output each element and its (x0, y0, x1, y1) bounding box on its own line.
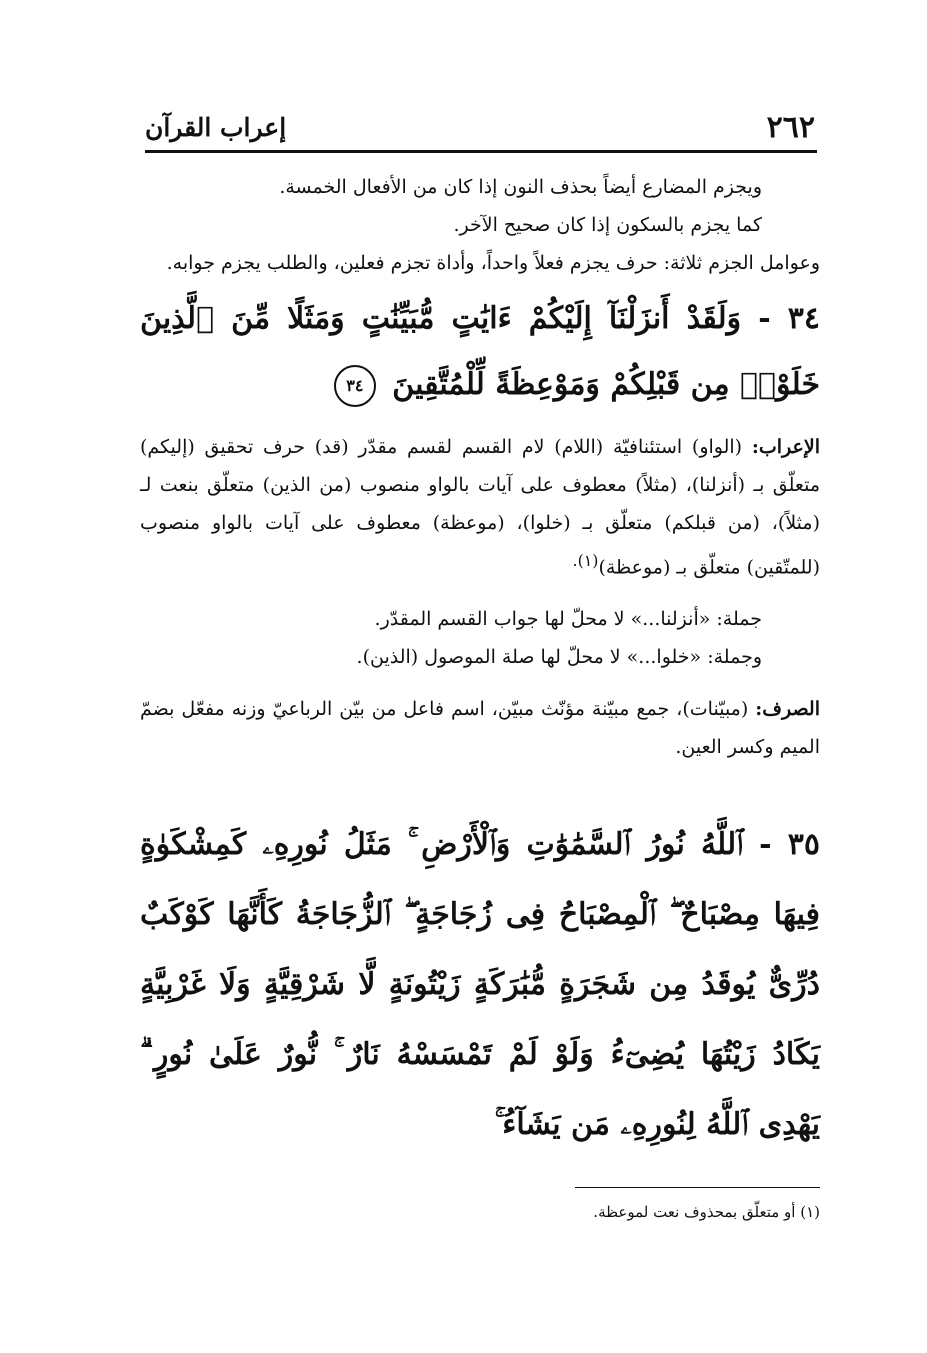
sarf-text: (مبيّنات)، جمع مبيّنة مؤنّث مبيّن، اسم فاعل من بيّن الرباعيّ وزنه مفعّل بضمّ الميم وكسر العين. (140, 698, 820, 759)
irab-text: (الواو) استئنافيّة (اللام) لام القسم لقسم مقدّر (قد) حرف تحقيق (إليكم) متعلّق بـ (أنزلنا)، (مثلاً) معطوف على آيات بالواو منصوب (من الذين) متعلّق بنعت لـ (مثلاً)، (من قبلكم) متعلّق بـ (خلوا)، (موعظة) معطوف على آيات بالواو منصوب (للمتّقين) متعلّق بـ (موعظة) (140, 436, 820, 579)
page-number: ٢٦٢ (766, 110, 815, 145)
verse-number: ٣٤ - (758, 301, 820, 336)
header-rule (145, 150, 817, 153)
intro-line-3: وعوامل الجزم ثلاثة: حرف يجزم فعلاً واحداً، وأداة تجزم فعلين، والطلب يجزم جوابه. (166, 252, 820, 274)
verse-34 (140, 286, 820, 418)
sarf-label: الصرف: (755, 698, 820, 721)
intro-line-2: كما يجزم بالسكون إذا كان صحيح الآخر. (453, 214, 762, 236)
verse-end-symbol: ٣٤ (334, 365, 376, 407)
footnote: (١) أو متعلّق بمحذوف نعت لموعظة. (593, 1203, 820, 1221)
verse-text: ٱللَّهُ نُورُ ٱلسَّمَٰوَٰتِ وَٱلْأَرْضِ ۚ مَثَلُ نُورِهِۦ كَمِشْكَوٰةٍ فِيهَا مِصْبَاحٌ ۖ ٱلْمِصْبَاحُ فِى زُجَاجَةٍ ۖ ٱلزُّجَاجَةُ كَأَنَّهَا كَوْكَبٌ دُرِّىٌّ يُوقَدُ مِن شَجَرَةٍ مُّبَٰرَكَةٍ زَيْتُونَةٍ لَّا شَرْقِيَّةٍ وَلَا غَرْبِيَّةٍ يَكَادُ زَيْتُهَا يُضِىٓءُ وَلَوْ لَمْ تَمْسَسْهُ نَارٌ ۚ نُّورٌ عَلَىٰ نُورٍ ۗ يَهْدِى ٱللَّهُ لِنُورِهِۦ مَن يَشَآءُ ۚ (140, 827, 820, 1143)
page-body (140, 168, 820, 1170)
running-title: إعراب القرآن (145, 113, 287, 142)
intro-line-1: ويجزم المضارع أيضاً بحذف النون إذا كان من الأفعال الخمسة. (279, 176, 762, 198)
page-header (145, 104, 815, 148)
sentence-2: وجملة: «خلوا...» لا محلّ لها صلة الموصول (الذين). (356, 646, 762, 669)
verse-number: ٣٥ - (759, 827, 820, 863)
irab-paragraph (140, 428, 820, 586)
verse-35 (140, 810, 820, 1160)
footnote-ref: (١). (572, 551, 599, 570)
verse-text: وَلَقَدْ أَنزَلْنَآ إِلَيْكُمْ ءَايَٰتٍ مُّبَيِّنَٰتٍ وَمَثَلًا مِّنَ ٱلَّذِينَ خَلَوْا۟ مِن قَبْلِكُمْ وَمَوْعِظَةً لِّلْمُتَّقِينَ (140, 301, 820, 402)
irab-label: الإعراب: (751, 436, 820, 458)
footnote-rule (575, 1187, 820, 1188)
sentence-1: جملة: «أنزلنا...» لا محلّ لها جواب القسم المقدّر. (374, 608, 762, 631)
sarf-paragraph (140, 690, 820, 766)
